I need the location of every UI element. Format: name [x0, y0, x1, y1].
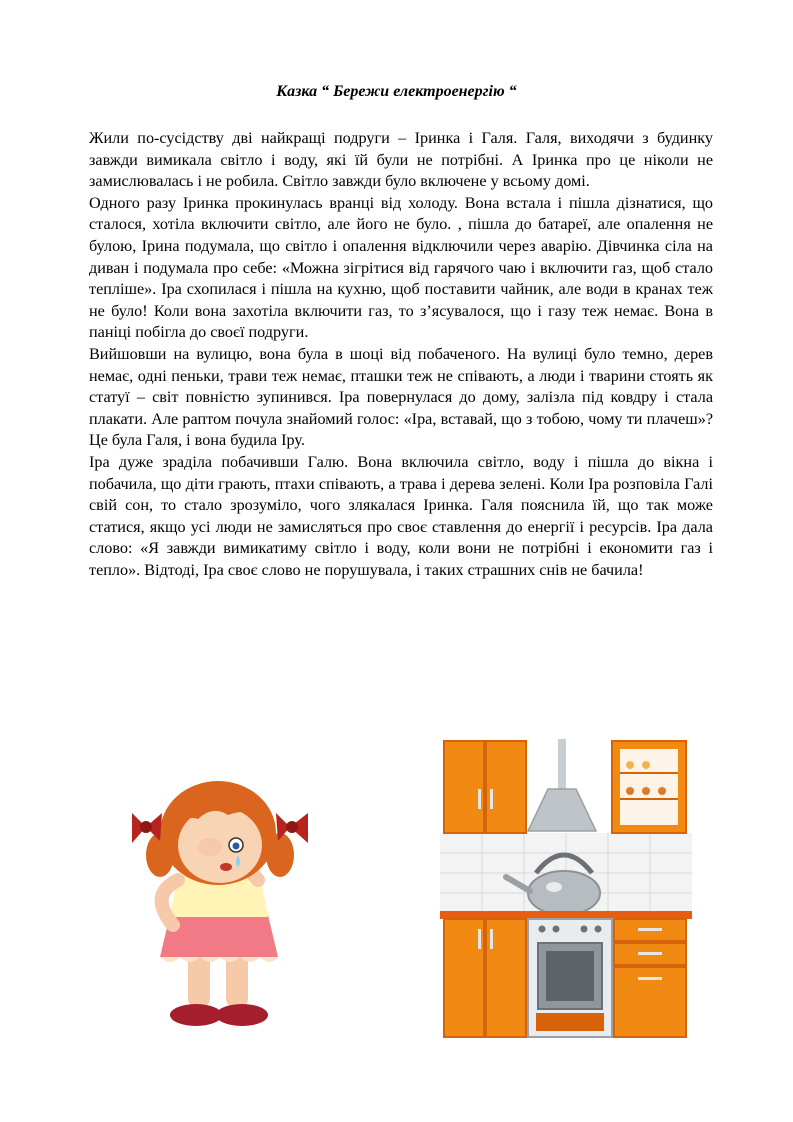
story-text [89, 128, 713, 581]
page-title: Казка “ Бережи електроенергію “ [276, 83, 517, 100]
paragraph: Вийшовши на вулицю, вона була в шоці від побаченого. На вулиці було темно, дерев немає, одні пеньки, трави теж немає, пташки теж не співають, а люди і тварини стоять як статуї – світ повністю зупинився. Іра повернулася до дому, залізла під ковдру і стала плакати. Але раптом почула знайомий голос: «Іра, вставай, що з тобою, чому ти плачеш»? Це була Галя, і вона будила Іру. [89, 344, 713, 450]
paragraph: Одного разу Іринка прокинулась вранці від холоду. Вона встала і пішла дізнатися, що сталося, хотіла включити світло, але його не було. , пішла до батареї, але опалення не булою, Ірина подумала, що світло і опалення відключили через аварію. Дівчинка сіла на диван і подумала про себе: «Можна зігрітися від гарячого чаю і включити газ, щоб стало тепліше». Іра схопилася і пішла на кухню, щоб поставити чайник, але води в кранах теж не було! Коли вона захотіла включити газ, то з’ясувалося, що і газу теж немає. Вона в паніці побігла до своєї подруги. [89, 193, 713, 342]
kitchen-with-kettle-illustration [440, 733, 692, 1041]
paragraph: Жили по-сусідству дві найкращі подруги – Іринка і Галя. Галя, виходячи з будинку завжди вимикала світло і воду, які їй були не потрібні. А Іринка про це ніколи не замислювалась і не робила. Світло завжди було включене у всьому домі. [89, 129, 713, 191]
crying-girl-illustration [118, 775, 323, 1045]
paragraph: Іра дуже зраділа побачивши Галю. Вона включила світло, воду і пішла до вікна і побачила, що діти грають, птахи співають, а трава і дерева зелені. Коли Іра розповіла Галі свій сон, то стало зрозуміло, чого злякалася Іринка. Галя пояснила їй, що так може статися, якщо усі люди не замисляться про своє ставлення до енергії і ресурсів. Іра дала слово: «Я завжди вимикатиму світло і воду, коли вони не потрібні і економити газ і тепло». Відтоді, Іра своє слово не порушувала, і таких страшних снів не бачила! [89, 452, 713, 579]
